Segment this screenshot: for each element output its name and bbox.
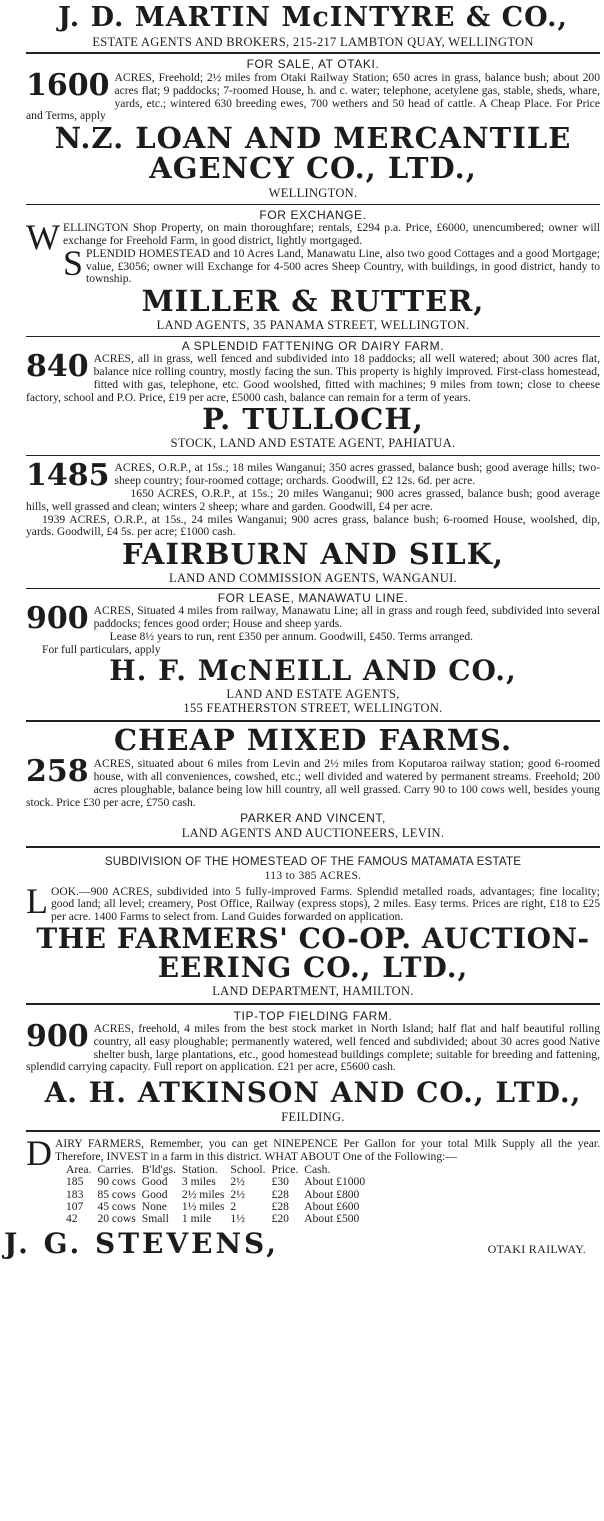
- firm-name: P. TULLOCH,: [202, 402, 424, 437]
- acreage-figure: 900: [26, 601, 89, 637]
- table-cell: 2½ miles: [181, 1187, 225, 1201]
- table-cell: 20 cows: [97, 1212, 136, 1226]
- ad-body: DAIRY FARMERS, Remember, you can get NINEPENCE Per Gallon for your total Milk Supply all the year. Therefore, INVEST in a farm in this district. WHAT ABOUT One of the Following:—: [26, 1133, 600, 1174]
- agent-name-line-2: AGENCY CO., LTD.,: [149, 151, 477, 186]
- ad-paragraph: 1939 ACRES, O.R.P., at 15s., 24 miles Wanganui; 900 acres grass, balance bush; 6-roomed House, woolshed, dip, yards. Goodwill, £4 5s. per acre; £1000 cash.: [26, 512, 600, 539]
- acreage-figure: 1600: [26, 68, 110, 103]
- firm-name: H. F. McNEILL AND CO.,: [109, 654, 517, 688]
- ad-atkinson: [26, 1009, 600, 1124]
- table-cell: Good: [141, 1187, 168, 1201]
- firm-address: LAND DEPARTMENT, HAMILTON.: [212, 983, 414, 998]
- agent-name-line-1: N.Z. LOAN AND MERCANTILE: [54, 121, 572, 156]
- table-cell: None: [141, 1199, 167, 1213]
- table-cell: £20: [271, 1212, 289, 1226]
- firm-subtitle: LAND AND ESTATE AGENTS,: [226, 687, 400, 702]
- firm-name: J. D. MARTIN McINTYRE & CO.,: [58, 2, 568, 33]
- ad-paragraph: WELLINGTON Shop Property, on main thoroughfare; rentals, £294 p.a. Price, £6000, unencumbered; owner will exchange for Freehold Farm, in good district, lightly mortgaged.: [26, 217, 600, 258]
- divider: [26, 720, 600, 722]
- ad-subheader: 113 to 385 ACRES.: [264, 868, 362, 882]
- ad-paragraph: Lease 8½ years to run, rent £350 per annum. Goodwill, £450. Terms arranged.: [109, 629, 474, 643]
- divider: [26, 846, 600, 848]
- table-cell: £28: [271, 1187, 289, 1201]
- ad-paragraph: For full particulars, apply: [42, 642, 161, 656]
- table-cell: 1 mile: [181, 1212, 212, 1226]
- firm-address: FEILDING.: [281, 1110, 345, 1125]
- firm-address: STOCK, LAND AND ESTATE AGENT, PAHIATUA.: [170, 436, 456, 451]
- table-cell: 2½: [230, 1175, 245, 1189]
- ad-body: 1600 ACRES, Freehold; 2½ miles from Otaki Railway Station; 650 acres in grass, balance bush; about 200 acres flat; 9 paddocks; 7-roomed House, h. and c. water; telephone, acetylene gas, stable, sheds, whare, yards, etc.; wintered 630 breeding ewes, 700 wethers and 50 head of cattle. A Cheap Place. For Price and Terms, apply: [26, 68, 600, 123]
- column-header: B'ld'gs.: [141, 1162, 176, 1176]
- agent-name: PARKER AND VINCENT,: [240, 810, 386, 825]
- acreage-figure: 258: [26, 754, 89, 790]
- divider: [26, 1003, 600, 1005]
- column-header: Area.: [66, 1162, 92, 1176]
- firm-name-line-1: THE FARMERS' CO-OP. AUCTION-: [36, 921, 590, 955]
- table-cell: 3 miles: [181, 1175, 216, 1189]
- table-cell: 1½: [230, 1212, 245, 1226]
- ad-fairburn-silk: [26, 458, 600, 586]
- agent-address: LAND AGENTS AND AUCTIONEERS, LEVIN.: [181, 825, 445, 840]
- ad-cheap-mixed-farms: [26, 723, 600, 840]
- ad-body: 840 ACRES, all in grass, well fenced and subdivided into 18 paddocks; all well watered; about 300 acres flat, balance nice rolling country, mostly facing the sun. This property is highly improved. First-class homestead, fitted with gas, telephone, etc. Good woolshed, fitted with machines; 9 miles from town; close to cheese factory, school and P.O. Price, £19 per acre, £5000 cash, balance can remain for a term of years.: [26, 349, 600, 404]
- ad-header: SUBDIVISION OF THE HOMESTEAD OF THE FAMOUS MATAMATA ESTATE: [104, 854, 522, 868]
- firm-name: J. G. STEVENS,: [4, 1226, 280, 1260]
- table-cell: 183: [66, 1187, 84, 1201]
- table-cell: About £800: [304, 1187, 360, 1201]
- acreage-figure: 900: [26, 1018, 89, 1054]
- firm-address: LAND AND COMMISSION AGENTS, WANGANUI.: [169, 571, 457, 586]
- ad-header: TIP-TOP FIELDING FARM.: [233, 1008, 393, 1023]
- ad-stevens: [4, 1133, 600, 1260]
- column-header: Carries.: [97, 1162, 134, 1176]
- table-cell: £30: [271, 1175, 289, 1189]
- firm-name: A. H. ATKINSON AND CO., LTD.,: [44, 1076, 582, 1110]
- ad-matamata-estate: [26, 855, 600, 998]
- ad-header: FOR EXCHANGE.: [259, 208, 367, 223]
- table-cell: 2½: [230, 1187, 245, 1201]
- agent-place: WELLINGTON.: [268, 186, 358, 201]
- farm-listing-table: [66, 1164, 371, 1226]
- table-cell: About £500: [304, 1212, 360, 1226]
- table-cell: Good: [141, 1175, 168, 1189]
- table-cell: 45 cows: [97, 1199, 136, 1213]
- table-cell: 107: [66, 1199, 84, 1213]
- ad-miller-rutter: [26, 208, 600, 332]
- ad-paragraph: 1650 ACRES, O.R.P., at 15s.; 20 miles Wanganui; 900 acres grassed, balance bush; good average hills, well grassed and clean; winters 2 sheep; whare and garden. Goodwill, £4 per acre.: [26, 486, 600, 513]
- signature-line: [4, 1226, 600, 1260]
- ad-header: FOR SALE, AT OTAKI.: [246, 57, 380, 71]
- ad-body: 258 ACRES, situated about 6 miles from Levin and 2½ miles from Koputaroa railway station; good 6-roomed house, with all conveniences, cowshed, etc.; well divided and watered by permanent streams. Freehold; 200 acres ploughable, balance being low hill country, all well grassed. Carry 90 to 100 cows well, besides young stock. Price £30 per acre, £750 cash.: [26, 754, 600, 809]
- firm-name: MILLER & RUTTER,: [141, 284, 485, 319]
- divider: [26, 588, 600, 589]
- firm-address: LAND AGENTS, 35 PANAMA STREET, WELLINGTON.: [156, 318, 470, 333]
- column-header: School.: [230, 1162, 266, 1176]
- firm-address: ESTATE AGENTS AND BROKERS, 215-217 LAMBTON QUAY, WELLINGTON: [92, 35, 534, 49]
- ad-martin-mcintyre: [26, 4, 600, 200]
- column-header: Cash.: [304, 1162, 331, 1176]
- divider: [26, 52, 600, 54]
- table-cell: About £1000: [304, 1175, 366, 1189]
- ad-header: A SPLENDID FATTENING OR DAIRY FARM.: [181, 339, 445, 354]
- acreage-figure: 1485: [26, 458, 110, 494]
- column-header: Price.: [271, 1162, 299, 1176]
- table-cell: 90 cows: [97, 1175, 136, 1189]
- table-row: [66, 1213, 371, 1225]
- column-header: Station.: [181, 1162, 218, 1176]
- table-cell: 185: [66, 1175, 84, 1189]
- ad-body: LOOK.—900 ACRES, subdivided into 5 fully-improved Farms. Splendid metalled roads, advantages; fine locality; good land; all level; creamery, Post Office, Railway (express stops), 2 miles. Easy terms. Prices are right, £18 to £25 per acre. 1400 Farms to select from. Land Guides forwarded on application.: [26, 880, 600, 924]
- divider: [26, 336, 600, 337]
- firm-address: 155 FEATHERSTON STREET, WELLINGTON.: [183, 701, 443, 716]
- ad-body: 900 ACRES, freehold, 4 miles from the best stock market in North Island; half flat and half beautiful rolling country, all easy ploughable; permanently watered, well fenced and subdivided; about 30 acres good Native shelter bush, large plantations, etc., good homestead buildings complete; suitable for breeding and fattening, splendid carrying capacity. Full report on application. £21 per acre, £5600 cash.: [26, 1018, 600, 1074]
- table-row: [66, 1176, 371, 1188]
- table-cell: 42: [66, 1212, 78, 1226]
- acreage-figure: 840: [26, 349, 89, 385]
- divider: [26, 455, 600, 456]
- ad-body: 1485 ACRES, O.R.P., at 15s.; 18 miles Wanganui; 350 acres grassed, balance bush; good average hills; two-sheep country; four-roomed cottage; orchards. Goodwill, £2 12s. 6d. per acre.: [26, 458, 600, 494]
- table-cell: About £600: [304, 1199, 360, 1213]
- table-cell: 85 cows: [97, 1187, 136, 1201]
- table-cell: 1½ miles: [181, 1199, 225, 1213]
- ad-paragraph: SPLENDID HOMESTEAD and 10 Acres Land, Manawatu Line, also two good Cottages and a good Mortgage; value, £3056; owner will Exchange for 4-500 acres Sheep Country, with buildings, in good district, handy to township.: [62, 242, 600, 286]
- ad-title: CHEAP MIXED FARMS.: [113, 723, 513, 758]
- table-cell: £28: [271, 1199, 289, 1213]
- ad-mcneill: [26, 591, 600, 715]
- ad-body: 900 ACRES, Situated 4 miles from railway, Manawatu Line; all in grass and rough feed, subdivided into several paddocks; fences good order; House and sheep yards.: [26, 601, 600, 637]
- newspaper-page: [4, 0, 600, 1260]
- divider: [26, 1130, 600, 1132]
- ad-tulloch: [26, 339, 600, 450]
- firm-place: OTAKI RAILWAY.: [487, 1241, 586, 1256]
- table-body: [66, 1176, 371, 1226]
- firm-name-line-2: EERING CO., LTD.,: [157, 950, 469, 984]
- table-cell: 2: [230, 1199, 237, 1213]
- divider: [26, 204, 600, 205]
- ad-header: FOR LEASE, MANAWATU LINE.: [217, 591, 409, 606]
- firm-name: FAIRBURN AND SILK,: [121, 537, 504, 572]
- table-cell: Small: [141, 1212, 169, 1226]
